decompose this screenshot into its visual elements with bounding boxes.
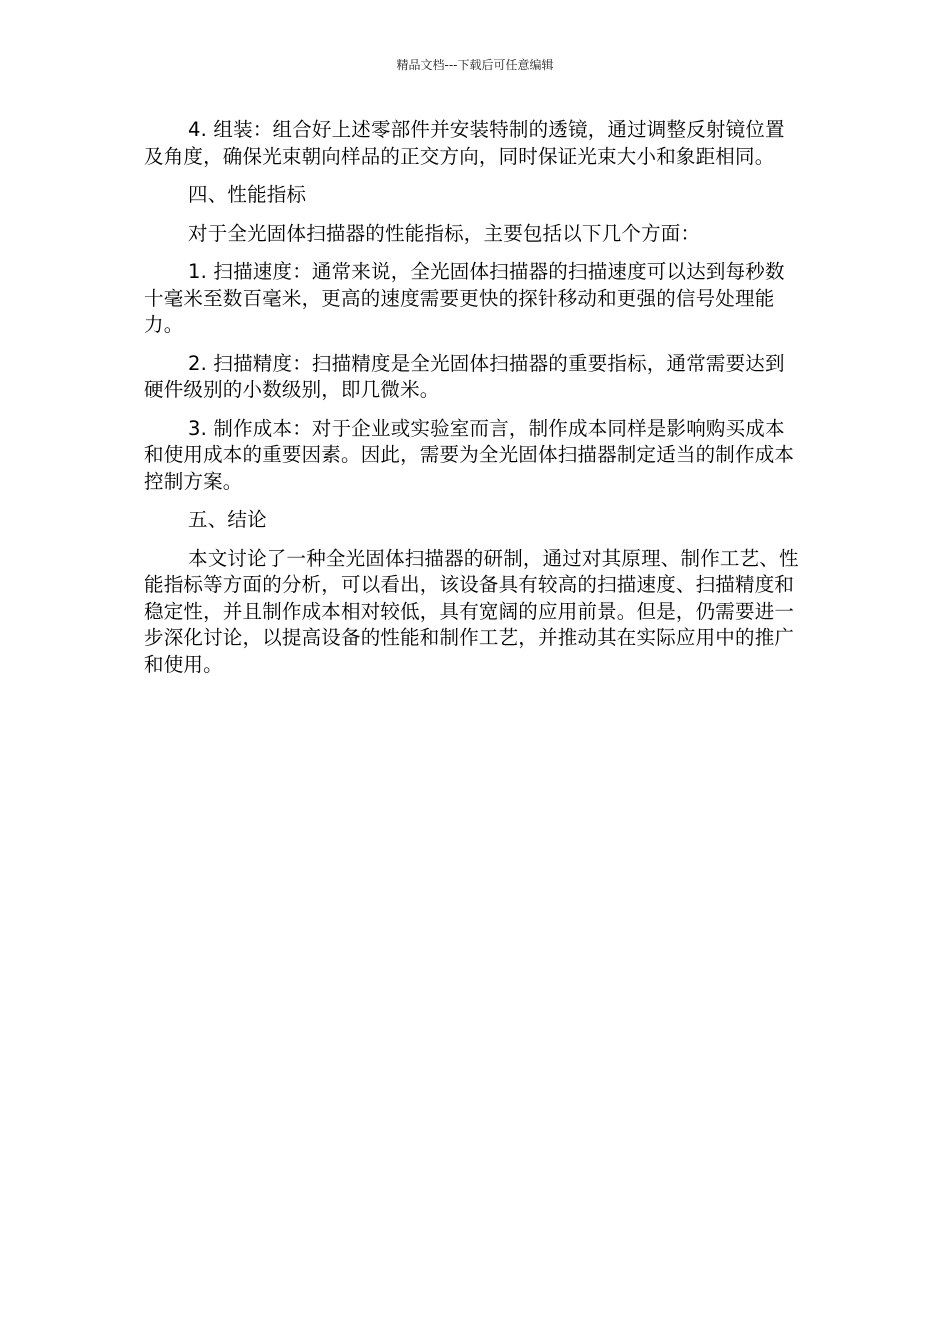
paragraph-production-cost: 3. 制作成本：对于企业或实验室而言，制作成本同样是影响购买成本和使用成本的重要因素。因此，需要为全光固体扫描器制定适当的制作成本控制方案。 (144, 416, 795, 493)
paragraph-performance-intro: 对于全光固体扫描器的性能指标，主要包括以下几个方面： (188, 221, 701, 245)
paragraph-assembly: 4. 组装：组合好上述零部件并安装特制的透镜，通过调整反射镜位置及角度，确保光束朝向样品的正交方向，同时保证光束大小和象距相同。 (144, 118, 785, 168)
paragraph-conclusion: 本文讨论了一种全光固体扫描器的研制，通过对其原理、制作工艺、性能指标等方面的分析，可以看出，该设备具有较高的扫描速度、扫描精度和稳定性，并且制作成本相对较低，具有宽阔的应用前景。但是，仍需要进一步深化讨论，以提高设备的性能和制作工艺，并推动其在实际应用中的推广和使用。 (144, 546, 799, 676)
document-body (144, 117, 804, 690)
paragraph-scan-precision: 2. 扫描精度：扫描精度是全光固体扫描器的重要指标，通常需要达到硬件级别的小数级别，即几微米。 (144, 351, 785, 401)
section-heading-conclusion: 五、结论 (188, 508, 267, 531)
paragraph-scan-speed: 1. 扫描速度：通常来说，全光固体扫描器的扫描速度可以达到每秒数十毫米至数百毫米，更高的速度需要更快的探针移动和更强的信号处理能力。 (144, 260, 785, 336)
page-header: 精品文档---下载后可任意编辑 (396, 58, 554, 72)
section-heading-performance: 四、性能指标 (188, 183, 307, 206)
